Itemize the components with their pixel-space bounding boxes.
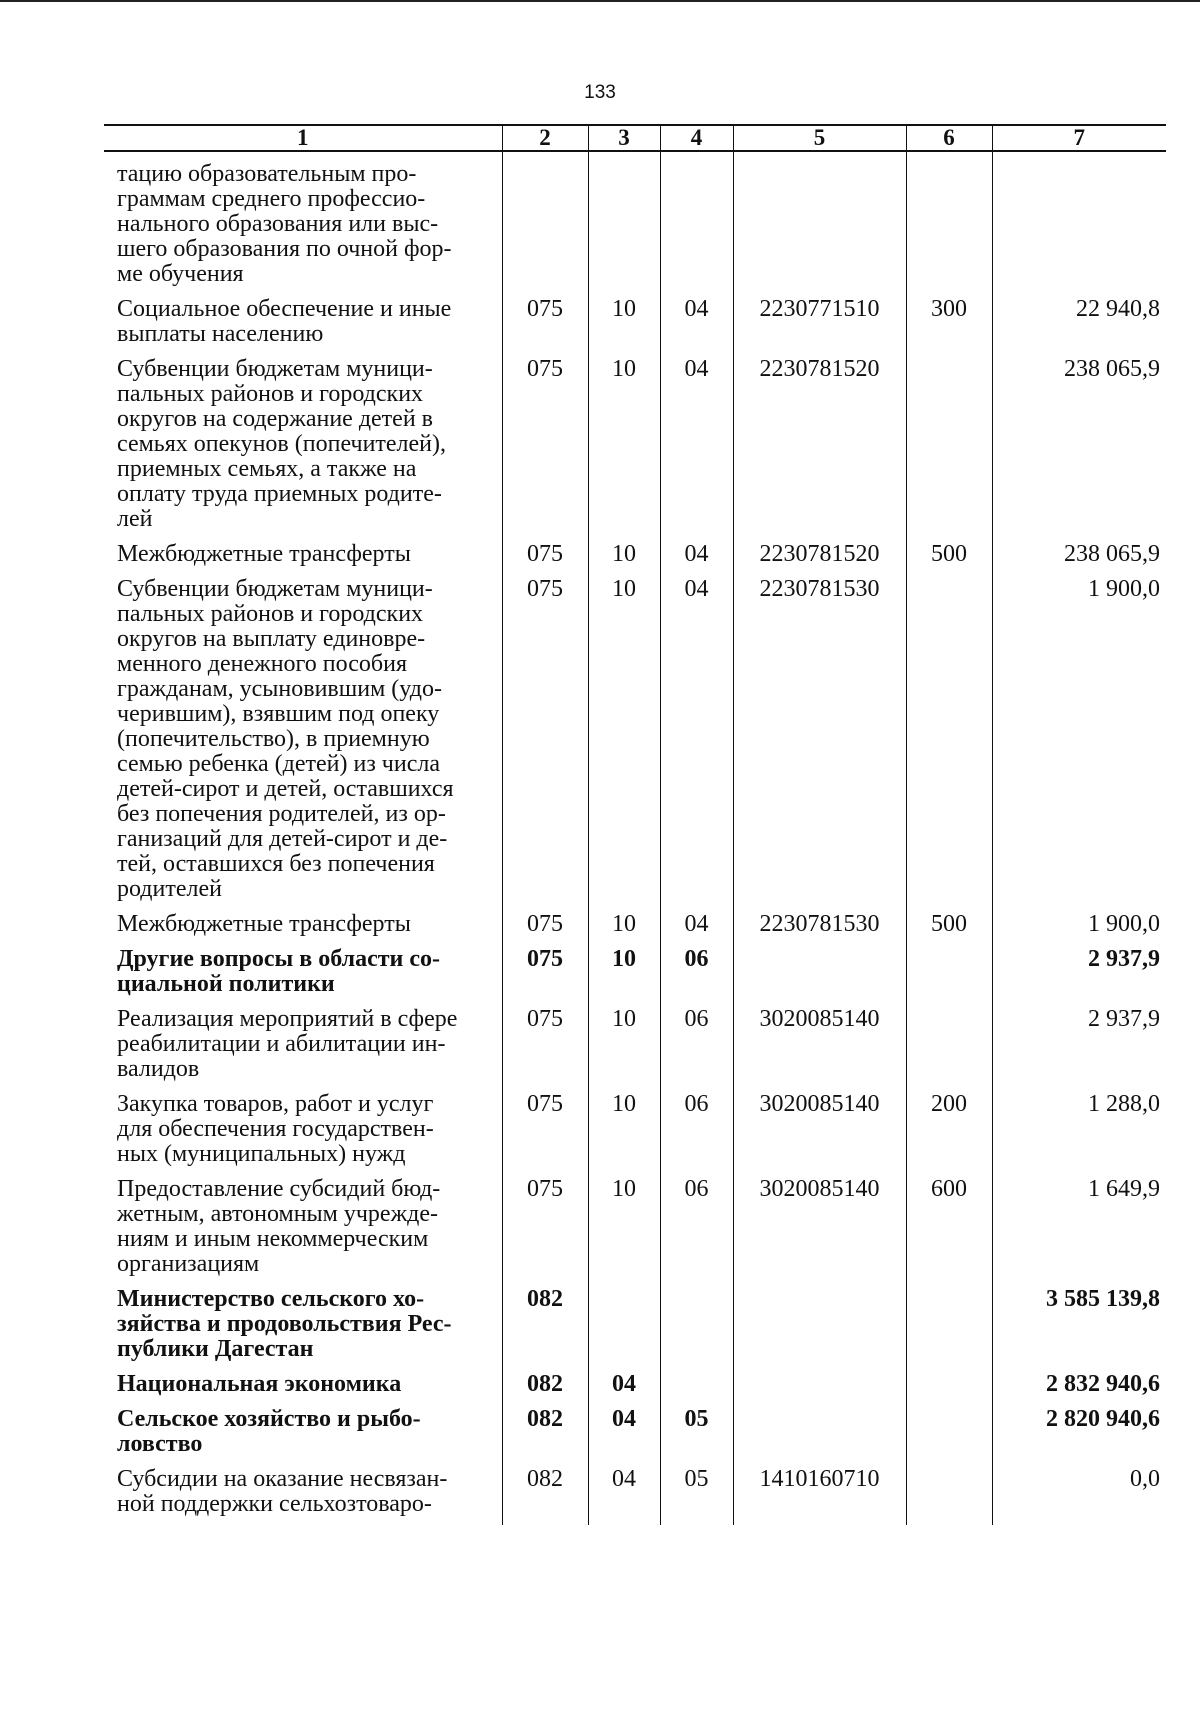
row-pr: 06 <box>660 1177 733 1287</box>
row-sum: 1 900,0 <box>992 577 1166 912</box>
row-name: Субвенции бюджетам муници- пальных районов и городских округов на выплату единовре- менного денежного пособия гражданам, усыновившим (удо- черившим), взявшим под опеку (попечительство), в приемную семью ребенка (детей) из числа детей-сирот и детей, оставшихся без попечения родителей, из ор- ганизаций для детей-сирот и де- тей, оставшихся без попечения родителей <box>117 576 454 902</box>
table-row <box>104 1372 1166 1407</box>
row-pr: 04 <box>660 357 733 542</box>
row-gr <box>502 151 588 297</box>
row-rz: 10 <box>588 1177 660 1287</box>
row-sum: 3 585 139,8 <box>992 1287 1166 1372</box>
header-col-3: 3 <box>588 125 660 151</box>
header-col-4: 4 <box>660 125 733 151</box>
row-sum: 2 832 940,6 <box>992 1372 1166 1407</box>
row-pr <box>660 151 733 297</box>
header-col-5: 5 <box>733 125 906 151</box>
row-csr <box>733 151 906 297</box>
row-name: Закупка товаров, работ и услуг для обеспечения государствен- ных (муниципальных) нужд <box>117 1091 434 1167</box>
row-gr: 082 <box>502 1372 588 1407</box>
row-pr: 06 <box>660 1007 733 1092</box>
row-vr <box>906 947 992 1007</box>
row-name: Сельское хозяйство и рыбо- ловство <box>117 1406 421 1457</box>
row-name: тацию образовательным про- граммам среднего профессио- нального образования или выс- шего образования по очной фор- ме обучения <box>117 161 452 287</box>
row-pr: 05 <box>660 1467 733 1525</box>
row-gr: 075 <box>502 1092 588 1177</box>
row-csr: 3020085140 <box>733 1092 906 1177</box>
row-rz: 10 <box>588 912 660 947</box>
row-pr: 06 <box>660 947 733 1007</box>
row-sum: 22 940,8 <box>992 297 1166 357</box>
row-vr <box>906 1372 992 1407</box>
row-gr: 075 <box>502 542 588 577</box>
row-csr <box>733 947 906 1007</box>
row-name: Субсидии на оказание несвязан- ной поддержки сельхозтоваро- <box>117 1466 448 1517</box>
row-sum: 2 937,9 <box>992 947 1166 1007</box>
row-csr: 1410160710 <box>733 1467 906 1525</box>
row-rz: 10 <box>588 947 660 1007</box>
row-vr: 300 <box>906 297 992 357</box>
row-name: Другие вопросы в области со- циальной политики <box>117 946 441 997</box>
table-body <box>104 151 1166 1525</box>
row-csr <box>733 1287 906 1372</box>
row-gr: 075 <box>502 297 588 357</box>
row-rz: 04 <box>588 1467 660 1525</box>
table-row <box>104 297 1166 357</box>
row-pr <box>660 1372 733 1407</box>
header-col-1: 1 <box>104 125 502 151</box>
row-csr: 3020085140 <box>733 1177 906 1287</box>
row-vr <box>906 151 992 297</box>
row-vr <box>906 357 992 542</box>
row-csr: 2230781530 <box>733 912 906 947</box>
table-row <box>104 1467 1166 1525</box>
table-row <box>104 577 1166 912</box>
row-csr <box>733 1372 906 1407</box>
row-pr <box>660 1287 733 1372</box>
row-pr: 04 <box>660 912 733 947</box>
row-vr <box>906 1007 992 1092</box>
row-sum: 2 937,9 <box>992 1007 1166 1092</box>
row-vr: 200 <box>906 1092 992 1177</box>
row-name: Социальное обеспечение и иные выплаты населению <box>117 296 452 347</box>
table-row <box>104 357 1166 542</box>
row-sum: 1 900,0 <box>992 912 1166 947</box>
header-col-2: 2 <box>502 125 588 151</box>
row-rz: 10 <box>588 357 660 542</box>
row-csr <box>733 1407 906 1467</box>
table-row <box>104 1007 1166 1092</box>
row-gr: 082 <box>502 1467 588 1525</box>
row-sum: 238 065,9 <box>992 357 1166 542</box>
row-pr: 05 <box>660 1407 733 1467</box>
row-rz: 10 <box>588 1092 660 1177</box>
row-vr <box>906 1467 992 1525</box>
row-pr: 04 <box>660 297 733 357</box>
row-gr: 082 <box>502 1287 588 1372</box>
row-csr: 2230781520 <box>733 357 906 542</box>
page-top-rule <box>0 0 1200 2</box>
row-sum: 1 288,0 <box>992 1092 1166 1177</box>
row-rz: 10 <box>588 297 660 357</box>
row-name: Национальная экономика <box>117 1371 402 1397</box>
row-rz: 10 <box>588 542 660 577</box>
row-sum: 238 065,9 <box>992 542 1166 577</box>
row-name: Реализация мероприятий в сфере реабилитации и абилитации ин- валидов <box>117 1006 458 1082</box>
row-csr: 2230781530 <box>733 577 906 912</box>
row-vr: 600 <box>906 1177 992 1287</box>
row-gr: 075 <box>502 577 588 912</box>
row-csr: 3020085140 <box>733 1007 906 1092</box>
row-sum: 0,0 <box>992 1467 1166 1525</box>
row-name: Межбюджетные трансферты <box>117 911 411 937</box>
row-csr: 2230781520 <box>733 542 906 577</box>
row-gr: 075 <box>502 357 588 542</box>
row-gr: 075 <box>502 947 588 1007</box>
row-pr: 06 <box>660 1092 733 1177</box>
table-row <box>104 1287 1166 1372</box>
row-rz <box>588 151 660 297</box>
row-gr: 075 <box>502 912 588 947</box>
header-col-7: 7 <box>992 125 1166 151</box>
row-pr: 04 <box>660 542 733 577</box>
table-row <box>104 1092 1166 1177</box>
row-vr <box>906 577 992 912</box>
row-vr: 500 <box>906 912 992 947</box>
row-pr: 04 <box>660 577 733 912</box>
row-name: Министерство сельского хо- зяйства и продовольствия Рес- публики Дагестан <box>117 1286 452 1362</box>
row-vr: 500 <box>906 542 992 577</box>
row-rz: 04 <box>588 1372 660 1407</box>
table-row <box>104 1407 1166 1467</box>
header-col-6: 6 <box>906 125 992 151</box>
row-gr: 075 <box>502 1177 588 1287</box>
row-sum <box>992 151 1166 297</box>
row-gr: 082 <box>502 1407 588 1467</box>
table-header <box>104 125 1166 151</box>
budget-table <box>104 124 1166 1525</box>
header-row <box>104 125 1166 151</box>
table-row <box>104 542 1166 577</box>
row-vr <box>906 1287 992 1372</box>
table-row <box>104 151 1166 297</box>
row-name: Межбюджетные трансферты <box>117 541 411 567</box>
table-row <box>104 912 1166 947</box>
row-vr <box>906 1407 992 1467</box>
row-rz: 10 <box>588 1007 660 1092</box>
row-name: Субвенции бюджетам муници- пальных районов и городских округов на содержание детей в семьях опекунов (попечителей), приемных семьях, а также на оплату труда приемных родите- лей <box>117 356 447 532</box>
table-row <box>104 947 1166 1007</box>
row-gr: 075 <box>502 1007 588 1092</box>
table-row <box>104 1177 1166 1287</box>
row-sum: 2 820 940,6 <box>992 1407 1166 1467</box>
row-name: Предоставление субсидий бюд- жетным, автономным учрежде- ниям и иным некоммерческим организациям <box>117 1176 441 1277</box>
row-csr: 2230771510 <box>733 297 906 357</box>
row-sum: 1 649,9 <box>992 1177 1166 1287</box>
page-number: 133 <box>584 82 616 103</box>
row-rz <box>588 1287 660 1372</box>
row-rz: 04 <box>588 1407 660 1467</box>
row-rz: 10 <box>588 577 660 912</box>
